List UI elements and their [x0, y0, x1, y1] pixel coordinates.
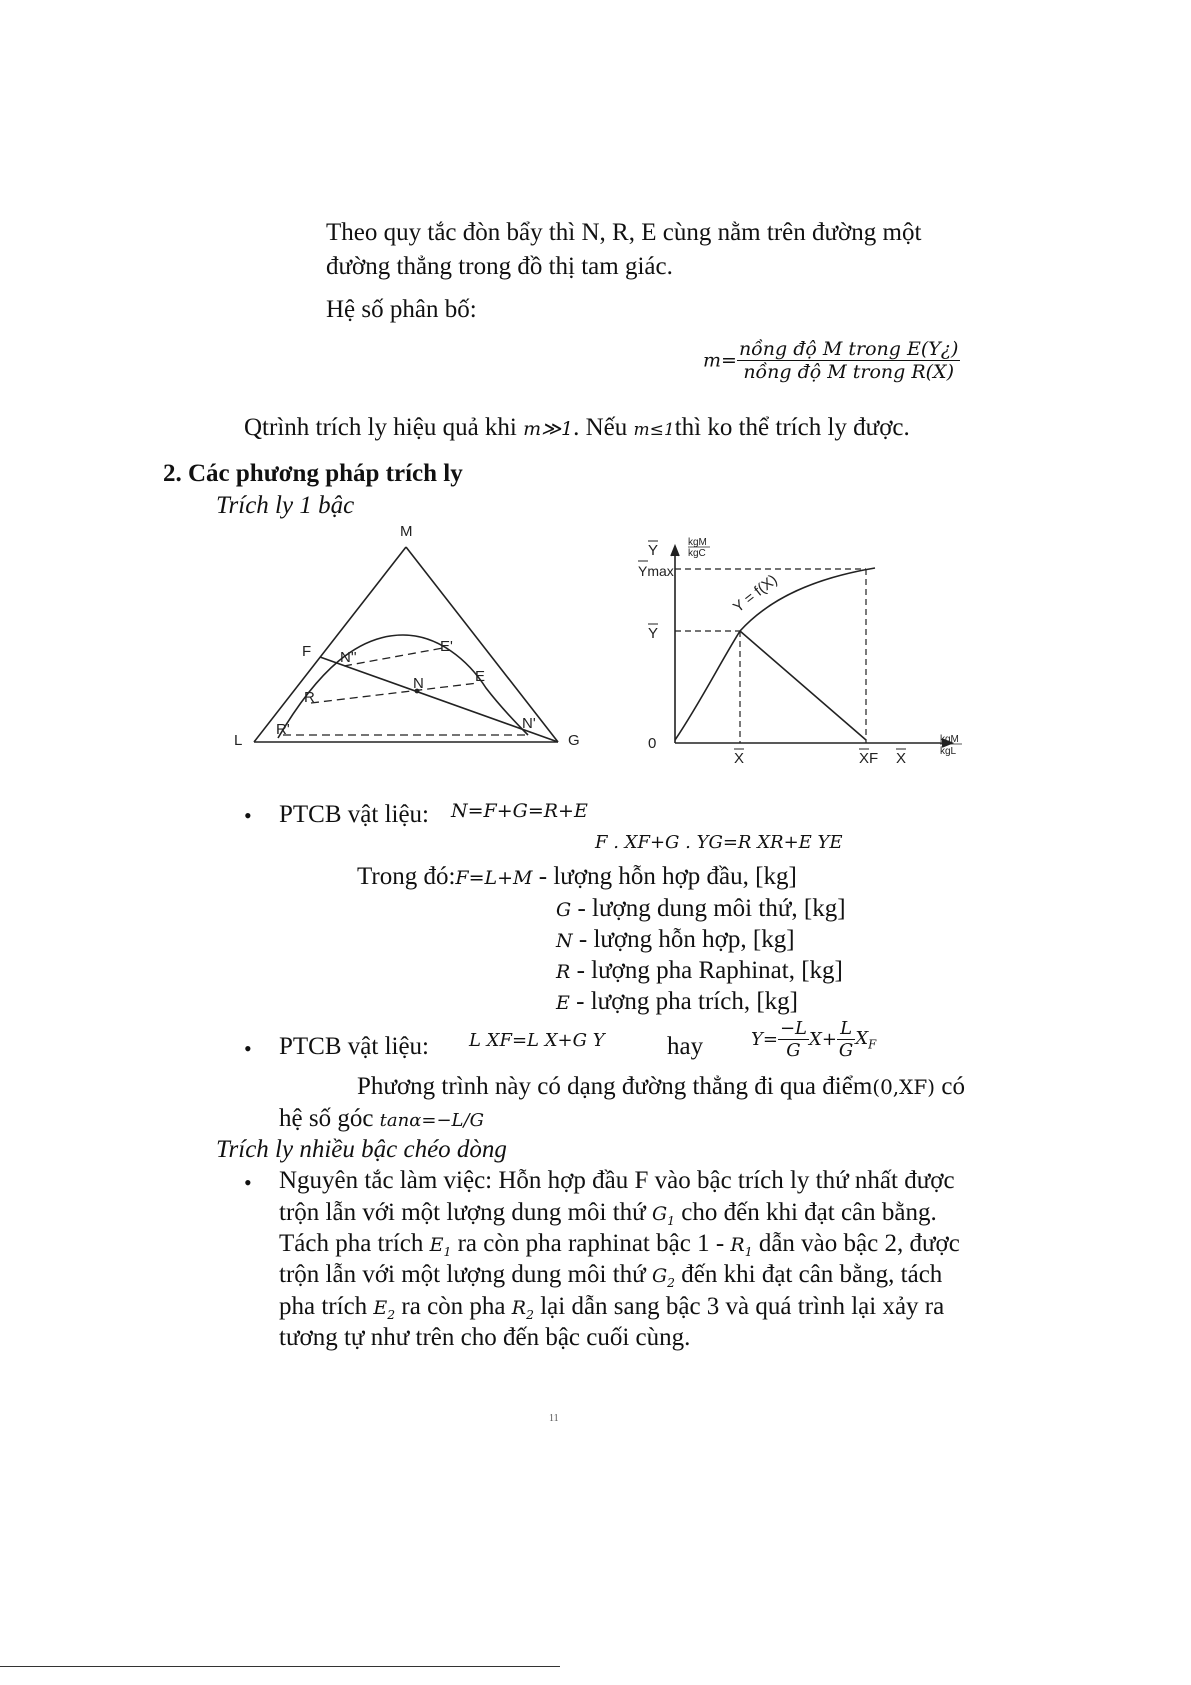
- ptcb1-where: [357, 860, 797, 895]
- x-unit-bottom: kgL: [940, 746, 957, 757]
- def-sym-3: R: [556, 961, 571, 983]
- multi-line-2: trộn lẫn với một lượng dung môi thứ $G_1$ cho đến khi đạt cân bằng.: [279, 1199, 937, 1228]
- multi-l3a: Tách pha trích: [279, 1230, 424, 1257]
- label-L: L: [234, 732, 243, 749]
- efficiency-cond1: m≫1: [523, 418, 574, 440]
- multi-l5a: pha trích: [279, 1293, 368, 1320]
- subsection-multi-stage: Trích ly nhiều bậc chéo dòng: [216, 1136, 507, 1163]
- ptcb2-eq: L XF=L X+G Y: [469, 1030, 605, 1051]
- triangle-side-right: [406, 547, 558, 742]
- def-sym-0: F=L+M: [455, 867, 533, 889]
- equilibrium-curve: [675, 568, 875, 740]
- section-title: 2. Các phương pháp trích ly: [163, 460, 463, 487]
- ptcb2-label: PTCB vật liệu:: [279, 1033, 429, 1060]
- ptcb2-line-b-text: hệ số góc: [279, 1105, 374, 1132]
- label-M: M: [400, 523, 413, 540]
- ptcb1-label: PTCB vật liệu:: [279, 801, 429, 828]
- def-sym-1: G: [556, 899, 572, 921]
- bullet-2: •: [244, 1036, 252, 1061]
- efficiency-post: thì ko thể trích ly được.: [674, 414, 910, 441]
- formula-m-denominator: nồng độ M trong R(X): [743, 361, 955, 383]
- multi-l4a: trộn lẫn với một lượng dung môi thứ: [279, 1261, 646, 1288]
- label-R: R: [304, 689, 315, 706]
- intro-line-2: đường thẳng trong đồ thị tam giác.: [326, 253, 673, 280]
- label-F: F: [302, 643, 312, 660]
- multi-l2a: trộn lẫn với một lượng dung môi thứ: [279, 1199, 646, 1226]
- formula-m-numerator: nồng độ M trong E(Y¿): [738, 338, 959, 360]
- formula-m-lhs: m=: [703, 349, 737, 372]
- label-E-prime: E': [440, 638, 453, 655]
- def-text-0: - lượng hỗn hợp đầu, [kg]: [538, 863, 797, 890]
- ptcb2-line-a-text: Phương trình này có dạng đường thẳng đi qua điểm: [357, 1073, 873, 1100]
- def-sym-4: E: [556, 992, 570, 1014]
- intro-line-1: Theo quy tắc đòn bẩy thì N, R, E cùng nằm trên đường một: [326, 219, 922, 246]
- efficiency-line: [244, 411, 910, 447]
- def-text-1: - lượng dung môi thứ, [kg]: [577, 895, 846, 922]
- def-text-2: - lượng hỗn hợp, [kg]: [578, 926, 795, 953]
- efficiency-mid: . Nếu: [573, 414, 628, 441]
- ptcb1-eq1: N=F+G=R+E: [451, 800, 588, 822]
- label-E: E: [475, 668, 486, 685]
- multi-line-4: trộn lẫn với một lượng dung môi thứ $G_2$ đến khi đạt cân bằng, tách: [279, 1261, 943, 1290]
- multi-l5c: lại dẫn sang bậc 3 và quá trình lại xảy ra: [540, 1293, 945, 1320]
- ternary-diagram: [228, 520, 588, 755]
- def-sym-2: N: [556, 930, 573, 952]
- ptcb2-point: (0,XF): [872, 1075, 936, 1099]
- efficiency-cond2: m≤1: [633, 420, 675, 440]
- label-N: N: [413, 675, 424, 692]
- multi-line-5: pha trích $E_2$ ra còn pha $R_2$ lại dẫn sang bậc 3 và quá trình lại xảy ra: [279, 1293, 945, 1322]
- bullet-3: •: [244, 1170, 252, 1195]
- y-unit-bottom: kgC: [688, 548, 706, 559]
- ymax-label: Ymax: [638, 563, 674, 579]
- multi-l3c: dẫn vào bậc 2, được: [758, 1230, 960, 1257]
- coef-label: Hệ số phân bố:: [326, 296, 477, 323]
- multi-l3b: ra còn pha raphinat bậc 1 -: [457, 1230, 725, 1257]
- def-row-3: [556, 954, 843, 989]
- y-axis-label: Y: [648, 542, 659, 559]
- label-R-prime: R': [276, 721, 290, 738]
- page-number: 11: [549, 1413, 559, 1424]
- xf-label: XF: [859, 750, 879, 767]
- efficiency-pre: Qtrình trích ly hiệu quả khi: [244, 414, 517, 441]
- x-axis-label: X: [896, 750, 907, 767]
- triangle-side-left: [254, 547, 406, 742]
- ptcb2-line-a: [357, 1070, 965, 1104]
- tie-line-N2-E2: [344, 648, 443, 666]
- tie-line-R-E: [311, 683, 478, 703]
- ptcb1-where-label: Trong đó:: [357, 863, 456, 890]
- ptcb2-hay: hay: [667, 1033, 704, 1060]
- x-unit-top: kgM: [940, 734, 959, 745]
- multi-line-1: Nguyên tắc làm việc: Hỗn hợp đầu F vào bậc trích ly thứ nhất được: [279, 1167, 955, 1194]
- ptcb2-eq-alt: Y= $\frac{-L}{G}$ X+ $\frac{L}{G}$ $X_F$: [751, 1018, 877, 1061]
- ptcb2-co: có: [941, 1073, 965, 1100]
- multi-line-6: tương tự như trên cho đến bậc cuối cùng.: [279, 1324, 691, 1351]
- y-unit-top: kgM: [688, 537, 707, 548]
- subsection-single-stage: Trích ly 1 bậc: [216, 492, 355, 519]
- ptcb1-eq2: F . XF+G . YG=R XR+E YE: [595, 832, 843, 853]
- multi-l2b: cho đến khi đạt cân bằng.: [681, 1199, 937, 1226]
- curve-label: Y = f(X): [729, 571, 781, 617]
- label-N-prime: N': [522, 715, 536, 732]
- ptcb2-slope: tanα=−L/G: [379, 1110, 484, 1131]
- multi-l5b: ra còn pha: [401, 1293, 506, 1320]
- origin-label: 0: [648, 735, 657, 752]
- def-row-1: [556, 892, 846, 927]
- label-N-double-prime: N'': [340, 649, 357, 666]
- def-text-3: - lượng pha Raphinat, [kg]: [576, 957, 843, 984]
- xbar-label: X: [734, 750, 745, 767]
- def-text-4: - lượng pha trích, [kg]: [576, 988, 798, 1015]
- operating-line: [740, 631, 866, 740]
- footer-rule: [0, 1666, 560, 1667]
- multi-line-3: Tách pha trích $E_1$ ra còn pha raphinat bậc $1 - R_1$ dẫn vào bậc 2, được: [279, 1230, 960, 1259]
- formula-m: [703, 338, 960, 383]
- label-G: G: [568, 732, 580, 749]
- bullet-1: •: [244, 803, 252, 828]
- multi-l4b: đến khi đạt cân bằng, tách: [681, 1261, 943, 1288]
- ybar-label: Y: [648, 625, 659, 642]
- def-row-4: [556, 985, 798, 1020]
- def-row-2: [556, 923, 795, 958]
- equilibrium-graph: [630, 528, 970, 768]
